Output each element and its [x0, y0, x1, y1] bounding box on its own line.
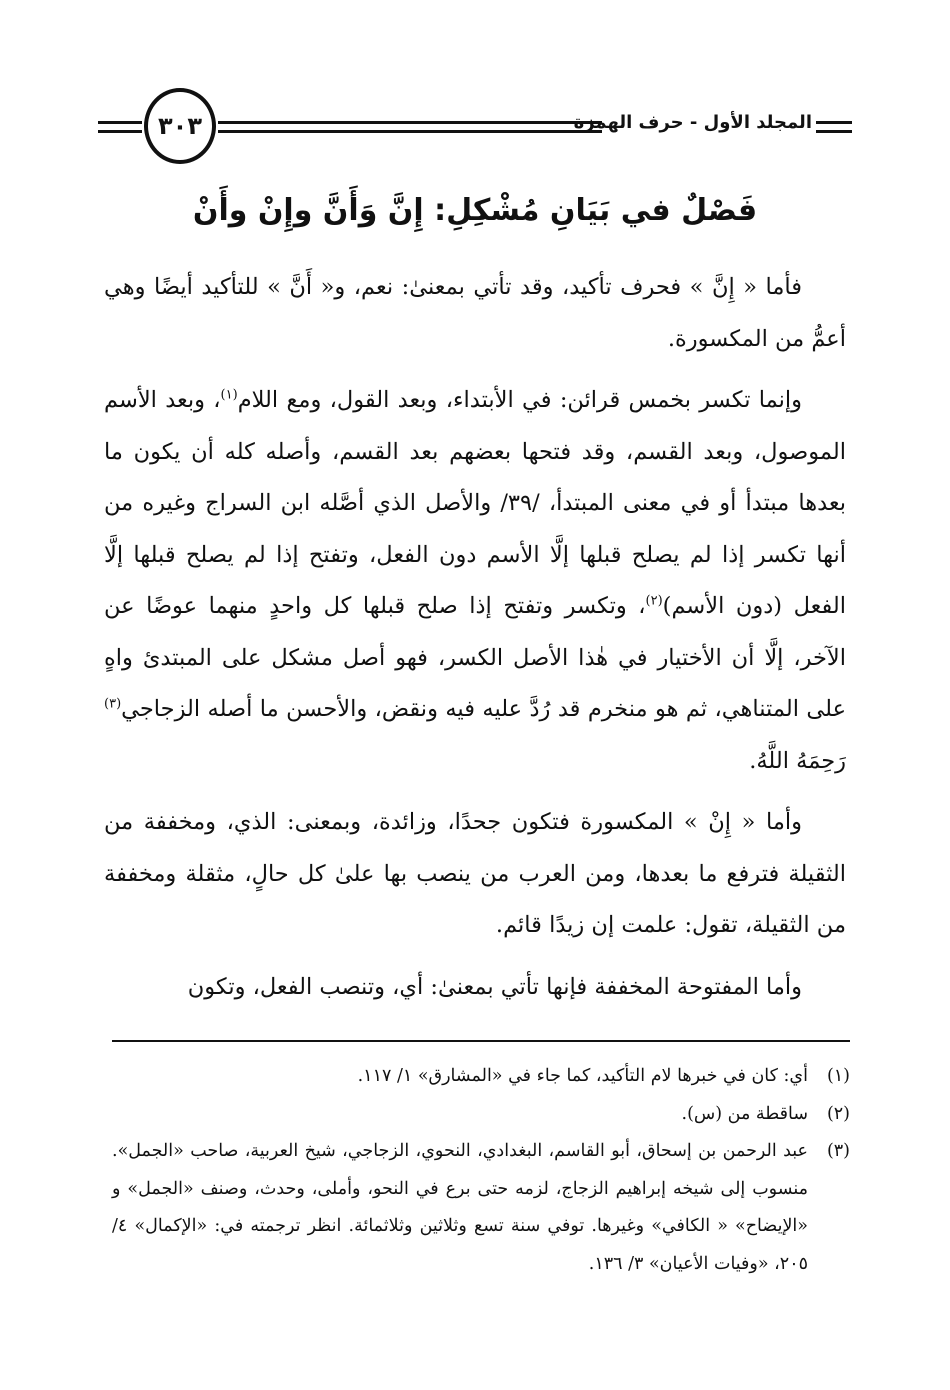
footnote-number: (٢)	[826, 1103, 850, 1124]
footnote-number: (٣)	[826, 1141, 850, 1161]
footnote-ref-1[interactable]: (١)	[220, 387, 238, 403]
footnote-text: أي: كان في خبرها لام التأكيد، كما جاء في «المشارق» ١/ ١١٧.	[357, 1066, 808, 1086]
footnote-text: ساقطة من (س).	[681, 1103, 808, 1124]
footnote-1	[112, 1058, 850, 1096]
header-rule-right	[816, 121, 852, 133]
paragraph-2-part-a: وإنما تكسر بخمس قرائن: في الأبتداء، وبعد القول، ومع اللام	[237, 387, 802, 413]
section-heading: فَصْلٌ في بَيَانِ مُشْكِلِ: إِنَّ وَأَنَّ وإِنْ وأَنْ	[192, 193, 758, 228]
running-header	[98, 88, 852, 164]
paragraph-2	[104, 375, 846, 787]
header-rule-left	[98, 121, 142, 133]
footnote-text: عبد الرحمن بن إسحاق، أبو القاسم، البغدادي، النحوي، الزجاجي، شيخ العربية، صاحب «الجمل». منسوب إلى شيخه إبراهيم الزجاج، لزمه حتى برع في النحو، وأملى، وحدث، وصنف «الجمل» و «الإيضاح» « الكافي» وغيرها. توفي سنة تسع وثلاثين وثلاثمائة. انظر ترجمته في: «الإكمال» ٤/ ٢٠٥، «وفيات الأعيان» ٣/ ١٣٦.	[112, 1141, 808, 1274]
footnote-2	[112, 1096, 850, 1134]
page-number	[144, 88, 216, 164]
footnote-number: (١)	[826, 1066, 850, 1086]
paragraph-3: وأما « إِنْ » المكسورة فتكون جحدًا، وزائدة، وبمعنى: الذي، ومخففة من الثقيلة فترفع ما بعدها، ومن العرب من ينصب بها علىٰ كل حالٍ، مثقلة ومخففة من الثقيلة، تقول: علمت إن زيدًا قائم.	[104, 809, 846, 938]
running-title: المجلد الأول - حرف الهمزة	[573, 112, 812, 133]
paragraph-2-part-b: ، وبعد الأسم الموصول، وبعد القسم، وقد فتحها بعضهم بعد القسم، وأصله كله أن يكون ما بعدها مبتدأ أو في معنى المبتدأ، /٣٩/ والأصل الذي أصَّله ابن السراج وغيره من أنها تكسر إذا لم يصلح قبلها إلَّا الأسم دون الفعل، وتفتح إذا لم يصلح قبلها إلَّا الفعل (دون الأسم)	[104, 387, 846, 619]
footnote-divider	[112, 1040, 850, 1042]
page-number-text: ٣٠٣	[158, 112, 202, 140]
footnote-3	[112, 1133, 850, 1283]
paragraph-2-part-d: رَحِمَهُ اللَّهُ.	[749, 747, 846, 774]
paragraph-1: فأما « إِنَّ » فحرف تأكيد، وقد تأتي بمعنىٰ: نعم، و« أَنَّ » للتأكيد أيضًا وهي أعمُّ من المكسورة.	[104, 274, 846, 352]
header-rule-middle	[218, 121, 602, 133]
paragraph-2-part-c: ، وتكسر وتفتح إذا صلح قبلها كل واحدٍ منهما عوضًا عن الآخر، إلَّا أن الأختيار في هٰذا الأصل الكسر، فهو أصل مشكل على المبتدئ واهٍ على المتناهي، ثم هو منخرم قد رُدَّ عليه فيه ونقض، والأحسن ما أصله الزجاجي	[104, 593, 846, 722]
paragraph-4: وأما المفتوحة المخففة فإنها تأتي بمعنىٰ: أي، وتنصب الفعل، وتكون	[187, 973, 802, 1000]
footnote-ref-3[interactable]: (٣)	[104, 696, 122, 712]
body-text	[104, 262, 846, 1023]
footnotes	[112, 1058, 850, 1283]
footnote-ref-2[interactable]: (٢)	[645, 593, 663, 609]
